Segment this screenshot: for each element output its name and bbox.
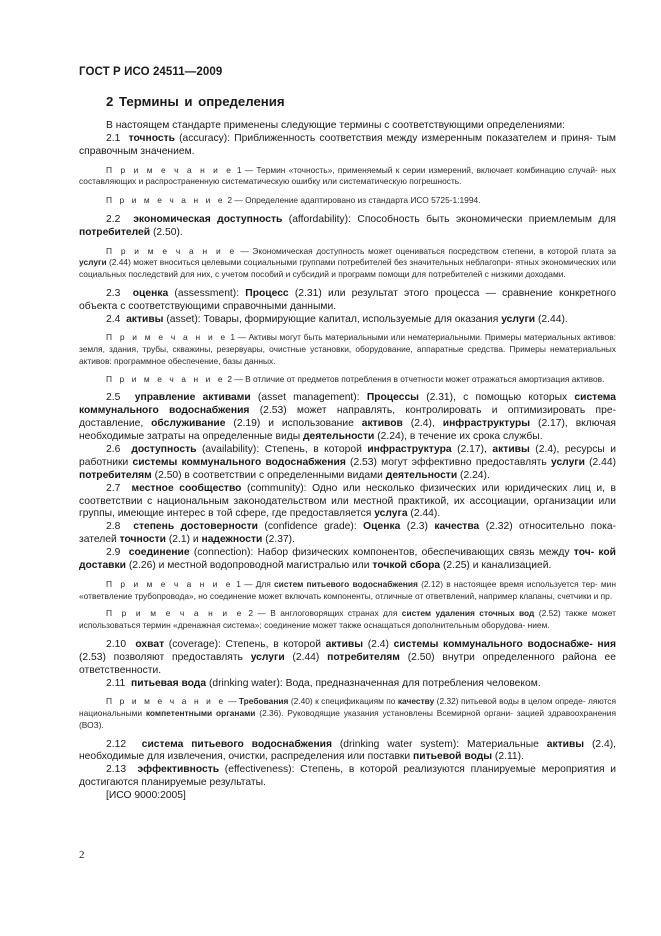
note-2-4-2: П р и м е ч а н и е 2 — В отличие от предметов потребления в отчетности может отражаться амортизация активов.	[106, 373, 605, 384]
term-2-1: 2.1 точность (accuracy): Приближенность соответствия между измеренным показателем и приня- тым справочным значением.	[79, 132, 617, 157]
note-2-2: П р и м е ч а н и е — Экономическая доступность может оцениваться посредством степени, в которой плата за услуги (2.44) может вноситься целевыми социальными группами потребителей без значительных неблагопри- ятных экономических или социальных последствий для них, с учетом пособий и субсидий и программ помощи для потребителей с низкими доходами.	[79, 245, 616, 280]
term-2-12: 2.12 система питьевого водоснабжения (drinking water system): Материальные активы (2.4), необходимые для извлечения, очистки, распределения или поставки питьевой воды (2.11).	[79, 738, 616, 763]
term-2-9: 2.9 соединение (connection): Набор физических компонентов, обеспечивающих связь между точ- кой доставки (2.26) и местной водопроводной магистралью или точкой сбора (2.25) и канализацией.	[79, 547, 616, 572]
term-2-3: 2.3 оценка (assessment): Процесс (2.31) или результат этого процесса — сравнение конкретного объекта с соответствующими справочными данными.	[79, 287, 616, 312]
term-2-5: 2.5 управление активами (asset management): Процессы (2.31), с помощью которых система коммунального водоснабжения (2.53) может направлять, контролировать и оптимизировать пре- доставление, обслуживание (2.19) и использование активов (2.4), инфраструктуры (2.17), включая необходимые затраты на определенные виды деятельности (2.24), в течение их срока службы.	[79, 392, 617, 442]
term-2-10: 2.10 охват (coverage): Степень, в которой активы (2.4) системы коммунального водоснабже- ния (2.53) позволяют предоставлять услуги (2.44) потребителям (2.50) внутри определенного района ее ответственности.	[79, 638, 617, 676]
term-2-6: 2.6 доступность (availability): Степень, в которой инфраструктура (2.17), активы (2.4), ресурсы и работники системы коммунального водоснабжения (2.53) могут эффективно предоставлять услуги (2.44) потребителям (2.50) в соответствии с определенными видами деятельности (2.24).	[79, 443, 617, 481]
section-title: 2 Термины и определения	[106, 94, 285, 109]
document-body	[79, 120, 616, 803]
term-2-13: 2.13 эффективность (effectiveness): Степень, в которой реализуются планируемые мероприятия и достигаются планируемые результаты.	[79, 764, 616, 789]
term-name: точность	[128, 132, 175, 144]
note-2-9-2: П р и м е ч а н и е 2 — В англоговорящих странах для систем удаления сточных вод (2.52) также может использоваться термин «дренажная система»; соединение может также оснащаться дополнительным оборудова- нием.	[79, 608, 616, 631]
note-2-11: П р и м е ч а н и е — Требования (2.40) к спецификациям по качеству (2.32) питьевой воды в целом опреде- ляются национальными компетентными органами (2.36). Руководящие указания установлены Всемирной органи- зацией здравоохранения (ВОЗ).	[79, 696, 616, 730]
intro-paragraph: В настоящем стандарте применены следующие термины с соответствующими определениями:	[106, 120, 566, 131]
note-2-1-2: П р и м е ч а н и е 2 — Определение адаптировано из стандарта ИСО 5725-1:1994.	[106, 195, 481, 206]
term-2-2: 2.2 экономическая доступность (affordability): Способность быть экономически приемлемым для потребителей (2.50).	[79, 213, 616, 238]
term-2-7: 2.7 местное сообщество (community): Одно или несколько физических или юридических лиц и, в соответствии с национальным законодательством или местной практикой, их ассоциации, организации или группы, имеющие интерес в той сфере, где предоставляется услуга (2.44).	[79, 482, 616, 520]
term-2-11: 2.11 питьевая вода (drinking water): Вода, предназначенная для потребления человеком.	[106, 677, 541, 689]
term-2-4: 2.4 активы (asset): Товары, формирующие капитал, используемые для оказания услуги (2.44).	[106, 313, 568, 325]
note-2-1-1: П р и м е ч а н и е 1 — Термин «точность», применяемый к серии измерений, включает комбинацию случай- ных составляющих и распространенную систематическую ошибку или систематическую погрешность.	[79, 164, 616, 187]
source-reference: [ИСО 9000:2005]	[106, 790, 186, 802]
page-number: 2	[79, 849, 85, 861]
note-2-4-1: П р и м е ч а н и е 1 — Активы могут быть материальными или нематериальными. Примеры материальных активов: земля, здания, трубы, скважины, резервуары, очистные установки, оборудование, аппаратные средства. Примеры нематериальных активов: программное обеспечение, базы данных.	[79, 332, 616, 366]
term-2-8: 2.8 степень достоверности (confidence grade): Оценка (2.3) качества (2.32) относительно пока- зателей точности (2.1) и надежности (2.37).	[79, 521, 616, 546]
document-code-header: ГОСТ Р ИСО 24511—2009	[79, 66, 223, 78]
note-2-9-1: П р и м е ч а н и е 1 — Для систем питьевого водоснабжения (2.12) в настоящее время используется тер- мин «ответвление трубопровода», но соединение может включать компоненты, отличные от ответвлений, например клапаны, счетчики и пр.	[79, 578, 616, 601]
